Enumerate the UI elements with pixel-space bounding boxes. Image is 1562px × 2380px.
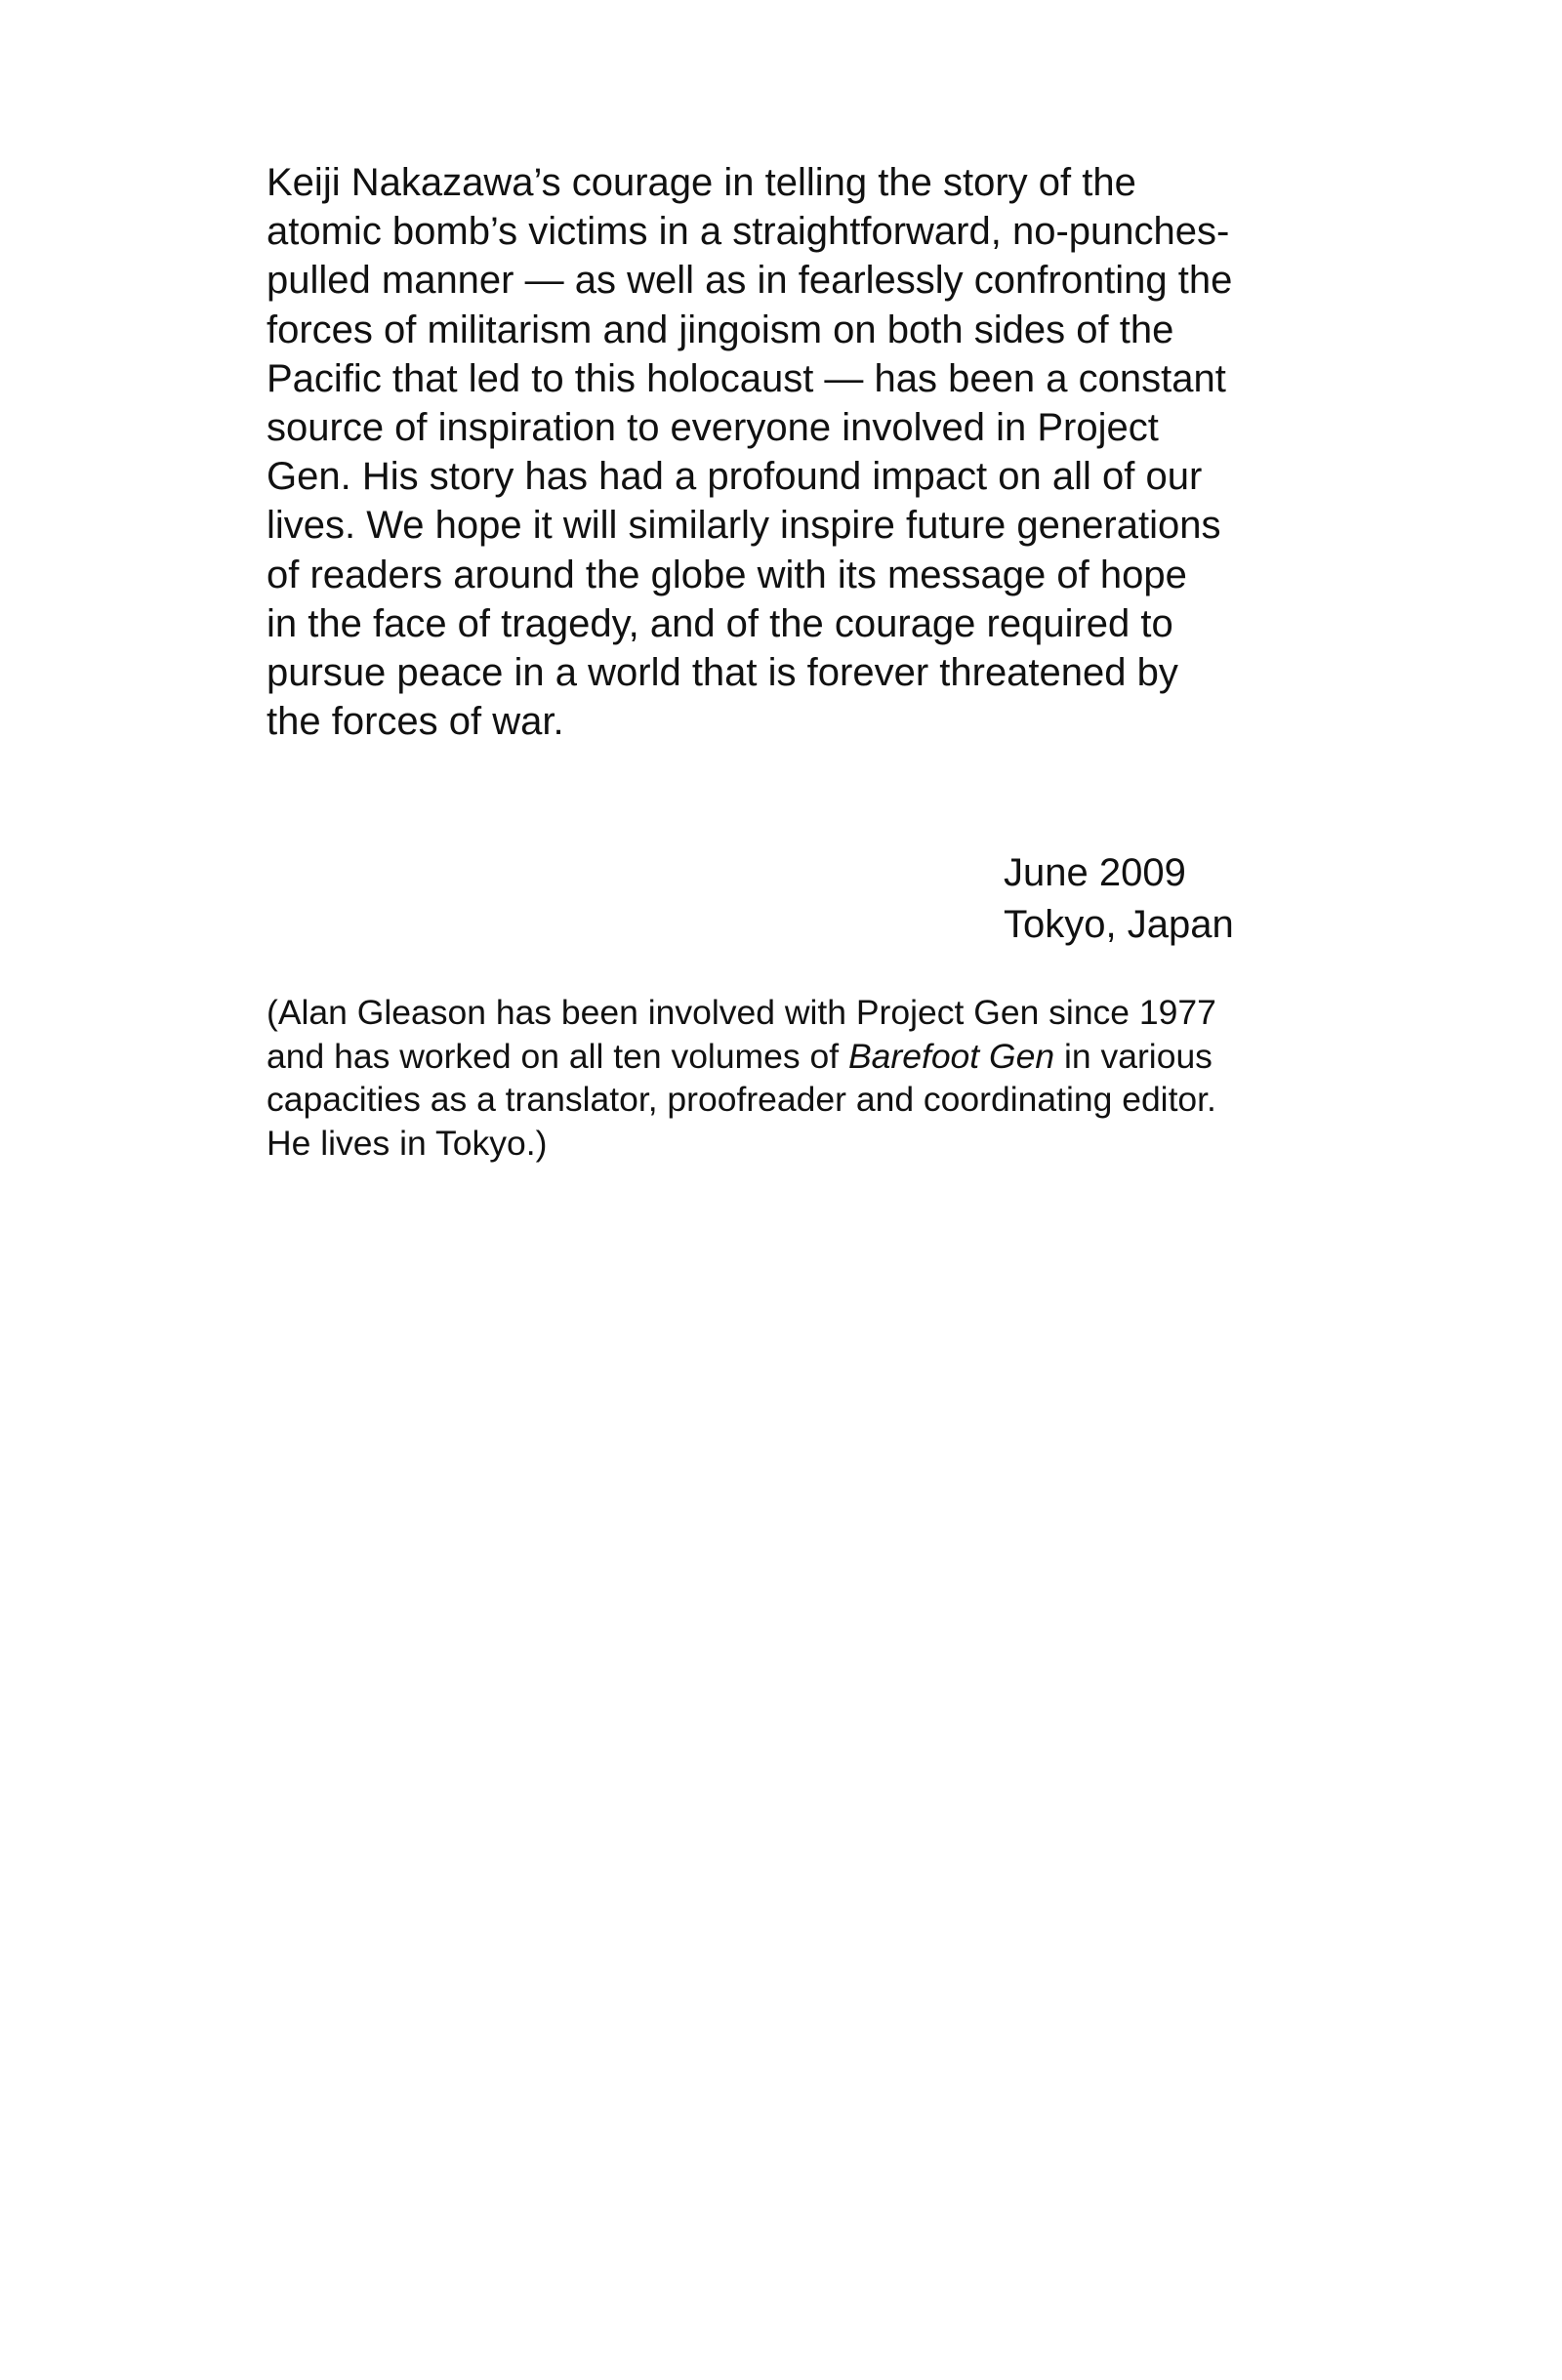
paragraph-line: forces of militarism and jingoism on both sides of the [267, 308, 1174, 351]
paragraph-line: lives. We hope it will similarly inspire future generations [267, 504, 1221, 548]
dateline-date: June 2009 [1004, 851, 1186, 894]
dateline-place: Tokyo, Japan [1004, 903, 1234, 946]
paragraph-line: pursue peace in a world that is forever threatened by [267, 651, 1178, 695]
author-bio-note [267, 991, 1321, 1165]
bio-text: in various [1054, 1036, 1213, 1076]
paragraph-line: pulled manner — as well as in fearlessly confronting the [267, 259, 1233, 303]
bio-line: capacities as a translator, proofreader and coordinating editor. [267, 1080, 1216, 1119]
paragraph-line: Gen. His story has had a profound impact on all of our [267, 455, 1203, 499]
paragraph-line: source of inspiration to everyone involved in Project [267, 406, 1159, 450]
bio-text: and has worked on all ten volumes of [267, 1036, 848, 1076]
paragraph-line: Pacific that led to this holocaust — has been a constant [267, 356, 1226, 400]
book-title: Barefoot Gen [847, 1036, 1055, 1076]
paragraph-line: the forces of war. [267, 700, 564, 744]
dateline [1004, 847, 1234, 951]
paragraph-line: Keiji Nakazawa’s courage in telling the story of the [267, 161, 1136, 204]
main-paragraph [267, 158, 1301, 746]
bio-line: He lives in Tokyo.) [267, 1123, 548, 1163]
paragraph-line: in the face of tragedy, and of the courage required to [267, 601, 1173, 645]
paragraph-line: atomic bomb’s victims in a straightforward, no-punches- [267, 210, 1230, 254]
bio-line: (Alan Gleason has been involved with Project Gen since 1977 [267, 993, 1216, 1032]
paragraph-line: of readers around the globe with its message of hope [267, 553, 1187, 596]
bio-line [267, 1035, 1321, 1079]
